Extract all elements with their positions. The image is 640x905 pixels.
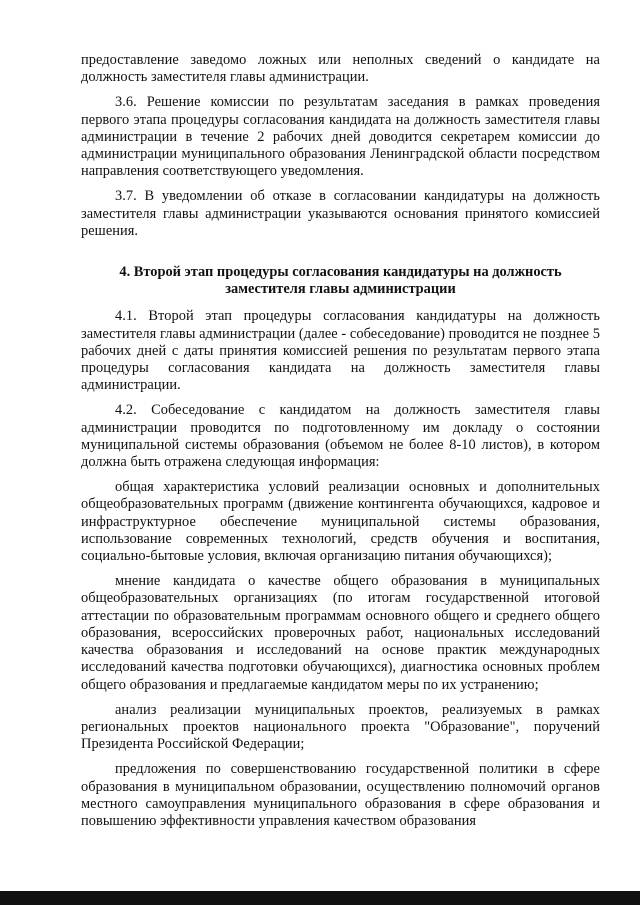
section-heading: [81, 264, 600, 298]
paragraph-4-1: 4.1. Второй этап процедуры согласования кандидатуры на должность заместителя главы администрации (далее - собеседование) проводится не позднее 5 рабочих дней с даты принятия комиссией решения по результатам первого этапа процедуры согласования кандидата на должность заместителя главы администрации.: [81, 308, 600, 394]
paragraph-3-6: 3.6. Решение комиссии по результатам заседания в рамках проведения первого этапа процедуры согласования кандидата на должность заместителя главы администрации в течение 2 рабочих дней доводится секретарем комиссии до администрации муниципального образования Ленинградской области посредством направления соответствующего уведомления.: [81, 94, 600, 180]
section-heading-line-1: 4. Второй этап процедуры согласования кандидатуры на должность: [119, 264, 562, 281]
document-page: [81, 52, 600, 838]
scan-edge-bar: [0, 891, 640, 905]
list-item-quality-opinion: мнение кандидата о качестве общего образования в муниципальных общеобразовательных организациях (по итогам государственной итоговой аттестации по образовательным программам основного общего и среднего общего образования, всероссийских проверочных работ, национальных исследований качества образования и исследований на основе практик международных исследований качества подготовки обучающихся), диагностика основных проблем общего образования и предлагаемые кандидатом меры по их устранению;: [81, 573, 600, 693]
paragraph-4-2: 4.2. Собеседование с кандидатом на должность заместителя главы администрации проводится по подготовленному им докладу о состоянии муниципальной системы образования (объемом не более 8-10 листов), в котором должна быть отражена следующая информация:: [81, 402, 600, 471]
section-heading-line-2: заместителя главы администрации: [225, 281, 456, 298]
list-item-general-characteristics: общая характеристика условий реализации основных и дополнительных общеобразовательных программ (движение контингента обучающихся, кадровое и инфраструктурное обеспечение муниципальной системы образования, использование современных технологий, средств обучения и воспитания, социально-бытовые условия, включая организацию питания обучающихся);: [81, 479, 600, 565]
list-item-projects-analysis: анализ реализации муниципальных проектов, реализуемых в рамках региональных проектов национального проекта "Образование", поручений Президента Российской Федерации;: [81, 701, 600, 753]
paragraph-continuation: предоставление заведомо ложных или неполных сведений о кандидате на должность заместителя главы администрации.: [81, 52, 600, 86]
paragraph-3-7: 3.7. В уведомлении об отказе в согласовании кандидатуры на должность заместителя главы администрации указываются основания принятого комиссией решения.: [81, 188, 600, 239]
list-item-policy-proposals: предложения по совершенствованию государственной политики в сфере образования в муниципальном образовании, осуществлению полномочий органов местного самоуправления муниципального образования в сфере образования и повышению эффективности управления качеством образования: [81, 761, 600, 829]
